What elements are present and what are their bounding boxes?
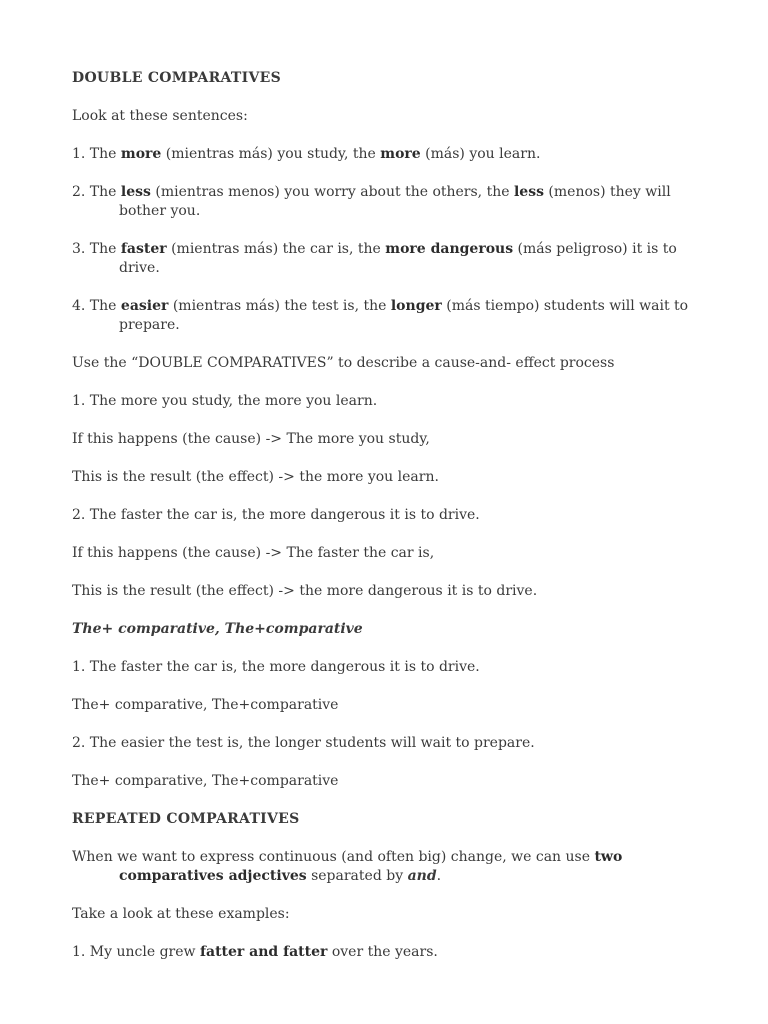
example-sentence-4: 4. The easier (mientras más) the test is, the longer (más tiempo) students will wait to prepare. xyxy=(72,298,689,333)
intro-text: Look at these sentences: xyxy=(72,108,248,124)
repeated-example-1: 1. My uncle grew fatter and fatter over the years. xyxy=(72,944,438,960)
formula-heading: The+ comparative, The+comparative xyxy=(72,621,363,637)
text-line: If this happens (the cause) -> The faster the car is, xyxy=(72,545,435,561)
text-line: This is the result (the effect) -> the more dangerous it is to drive. xyxy=(72,583,538,599)
text-line: 2. The faster the car is, the more dangerous it is to drive. xyxy=(72,507,480,523)
repeated-description: When we want to express continuous (and often big) change, we can use two comparatives adjectives separated by and. xyxy=(72,849,623,884)
document-page xyxy=(72,69,702,981)
example-sentence-2: 2. The less (mientras menos) you worry about the others, the less (menos) they will bother you. xyxy=(72,184,671,219)
usage-text: Use the “DOUBLE COMPARATIVES” to describe a cause-and- effect process xyxy=(72,355,615,371)
text-line: 2. The easier the test is, the longer students will wait to prepare. xyxy=(72,735,535,751)
text-line: This is the result (the effect) -> the more you learn. xyxy=(72,469,439,485)
text-line: 1. The more you study, the more you learn. xyxy=(72,393,378,409)
text-line: The+ comparative, The+comparative xyxy=(72,773,339,789)
example-sentence-3: 3. The faster (mientras más) the car is, the more dangerous (más peligroso) it is to drive. xyxy=(72,241,677,276)
text-line: 1. The faster the car is, the more dangerous it is to drive. xyxy=(72,659,480,675)
section-title-repeated-comparatives: REPEATED COMPARATIVES xyxy=(72,811,300,827)
text-line: If this happens (the cause) -> The more you study, xyxy=(72,431,430,447)
example-sentence-1: 1. The more (mientras más) you study, the more (más) you learn. xyxy=(72,146,541,162)
text-line: The+ comparative, The+comparative xyxy=(72,697,339,713)
examples-intro: Take a look at these examples: xyxy=(72,906,290,922)
section-title-double-comparatives: DOUBLE COMPARATIVES xyxy=(72,70,282,86)
